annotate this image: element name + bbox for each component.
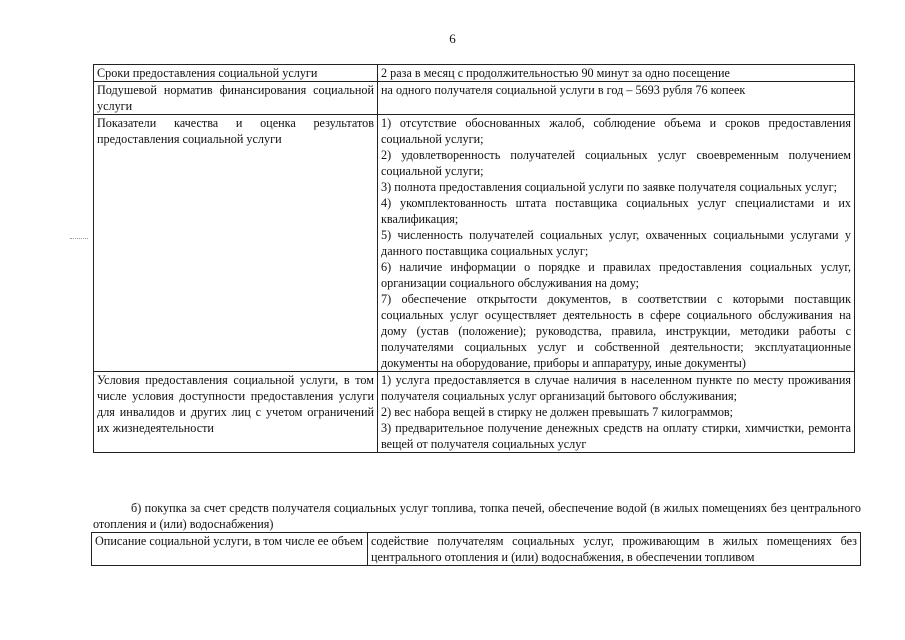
row-label: Описание социальной услуги, в том числе ее объем — [92, 533, 368, 566]
row-value-item: 2 раза в месяц с продолжительностью 90 минут за одно посещение — [381, 66, 730, 80]
row-value — [368, 533, 861, 566]
service-table — [93, 64, 855, 453]
row-label: Подушевой норматив финансирования социальной услуги — [94, 82, 378, 115]
row-value-item: 3) полнота предоставления социальной услуги по заявке получателя социальных услуг; — [381, 180, 838, 194]
row-value-item: 1) отсутствие обоснованных жалоб, соблюдение объема и сроков предоставления социальной услуги; — [381, 116, 851, 146]
row-value — [378, 65, 855, 82]
row-label: Сроки предоставления социальной услуги — [94, 65, 378, 82]
row-value-item: 4) укомплектованность штата поставщика социальных услуг специалистами и их квалификация; — [381, 196, 851, 226]
row-value-item: 2) удовлетворенность получателей социальных услуг своевременным получением социальной услуги; — [381, 148, 851, 178]
row-value-item: 1) услуга предоставляется в случае наличия в населенном пункте по месту проживания получателя социальных услуг организаций бытового обслуживания; — [381, 373, 851, 403]
row-value-item: 5) численность получателей социальных услуг, охваченных социальными услугами у данного поставщика социальных услуг; — [381, 228, 851, 258]
row-value-item: 3) предварительное получение денежных средств на оплату стирки, химчистки, ремонта вещей от получателя социальных услуг — [381, 421, 851, 451]
service-description-table — [91, 532, 861, 566]
page-number: 6 — [449, 31, 456, 46]
row-value-item: 2) вес набора вещей в стирку не должен превышать 7 килограммов; — [381, 405, 734, 419]
row-value-item: 7) обеспечение открытости документов, в соответствии с которыми поставщик социальных услуг осуществляет деятельность в сфере социального обслуживания на дому (устав (положение); руководства, правила, инструкции, методики работы с получателями социальных услуг и собственной деятельности; эксплуатационные документы на оборудование, приборы и аппаратуру, иные документы) — [381, 292, 851, 370]
table-row — [94, 82, 855, 115]
row-value-item: 6) наличие информации о порядке и правилах предоставления социальных услуг, организации социального обслуживания на дому; — [381, 260, 851, 290]
row-label: Показатели качества и оценка результатов предоставления социальной услуги — [94, 115, 378, 372]
section-paragraph: б) покупка за счет средств получателя социальных услуг топлива, топка печей, обеспечение водой (в жилых помещениях без центрального отопления и (или) водоснабжения) — [93, 501, 861, 531]
row-value — [378, 115, 855, 372]
table-row — [92, 533, 861, 566]
row-value-item: содействие получателям социальных услуг, проживающим в жилых помещениях без центрального отопления и (или) водоснабжения, в обеспечении топливом — [371, 534, 857, 564]
row-value — [378, 82, 855, 115]
row-value — [378, 372, 855, 453]
table-row — [94, 372, 855, 453]
scan-artifact — [70, 238, 88, 240]
row-label: Условия предоставления социальной услуги, в том числе условия доступности предоставления услуги для инвалидов и других лиц с учетом ограничений их жизнедеятельности — [94, 372, 378, 453]
table-row — [94, 65, 855, 82]
row-value-item: на одного получателя социальной услуги в год – 5693 рубля 76 копеек — [381, 83, 746, 97]
table-row — [94, 115, 855, 372]
